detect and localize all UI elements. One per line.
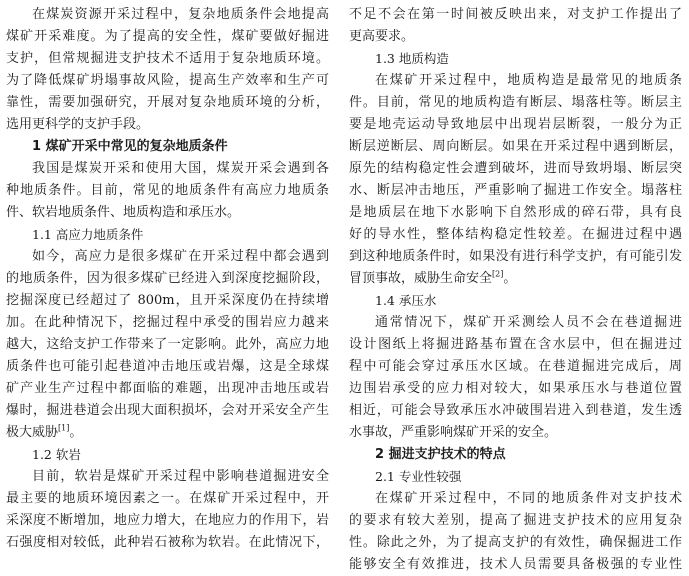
paragraph-line: 最主要的地质环境因素之一。在煤矿开采过程中，开: [6, 491, 329, 506]
line-end: 。: [69, 425, 83, 440]
paragraph-line: 在煤矿开采过程中，地质构造是最常见的地质条: [375, 73, 682, 88]
paragraph-line: 的要求有较大差别，提高了掘进支护技术的应用复杂: [349, 513, 682, 528]
paragraph-line: 支护，但常规掘进支护技术不适用于复杂地质环境。: [6, 51, 329, 66]
paragraph-line: 水、断层冲击地压，严重影响了掘进工作安全。塌落柱: [349, 183, 682, 198]
paragraph-line: 采深度不断增加，地应力增大，在地应力的作用下，岩: [6, 513, 329, 528]
paragraph-line: 原先的结构稳定性会遭到破坏，进而导致坍塌、断层突: [349, 161, 682, 176]
paragraph-line: 为了降低煤矿坍塌事故风险，提高生产效率和生产可: [6, 73, 329, 88]
paragraph-line: 要是地壳运动导致地层中出现岩层断裂，一般分为正: [349, 117, 682, 132]
paragraph-line: 在煤炭资源开采过程中，复杂地质条件会地提高: [32, 7, 329, 22]
line-end: 。: [503, 271, 517, 286]
paragraph-line: 石强度相对较低，此种岩石被称为软岩。在此情况下，: [6, 535, 329, 550]
subsection-heading: 1.2 软岩: [32, 447, 81, 462]
paragraph-line: 目前，软岩是煤矿开采过程中影响巷道掘进安全: [32, 469, 329, 484]
paragraph-line: 是地质层在地下水影响下自然形成的碎石带，具有良: [349, 205, 682, 220]
paragraph-line: 设计图纸上将掘进路基布置在含水层中，但在掘进过: [349, 337, 682, 352]
citation-ref[interactable]: [2]: [492, 269, 504, 279]
paragraph-line: 程中可能会穿过承压水区域。在巷道掘进完成后，周: [349, 359, 682, 374]
paragraph-line: 越大，这给支护工作带来了一定影响。此外，高应力地: [6, 337, 329, 352]
paragraph-line: 能够安全有效推进，技术人员需要具备极强的专业性: [349, 557, 682, 572]
paragraph-line: 矿产业生产过程中都面临的难题，出现冲击地压或岩: [6, 381, 329, 396]
paragraph-line: 的地质条件，因为很多煤矿已经进入到深度挖掘阶段，: [6, 271, 329, 286]
paragraph-line: 选用更科学的支护手段。: [6, 117, 150, 132]
paragraph-line: 通常情况下，煤矿开采测绘人员不会在巷道掘进: [375, 315, 682, 330]
paragraph-line: 断层逆断层、周向断层。如果在开采过程中遇到断层，: [349, 139, 682, 154]
paragraph-line: 种地质条件。目前，常见的地质条件有高应力地质条: [6, 183, 329, 198]
paragraph-line: 相近，可能会导致承压水冲破围岩进入到巷道，发生透: [349, 403, 682, 418]
paragraph-line: 不足不会在第一时间被反映出来，对支护工作提出了: [349, 7, 682, 22]
paragraph-line: 挖掘深度已经超过了 800m，且开采深度仍在持续增: [6, 293, 329, 308]
paragraph-line: 质条件也可能引起巷道冲击地压或岩爆，这是全球煤: [6, 359, 329, 374]
paragraph-line: 性。除此之外，为了提高支护的有效性，确保掘进工作: [349, 535, 682, 550]
paragraph-line: 如今，高应力是很多煤矿在开采过程中都会遇到: [32, 249, 329, 264]
paragraph-line: 我国是煤炭开采和使用大国，煤炭开采会遇到各: [32, 161, 329, 176]
paragraph-line: 件、软岩地质条件、地质构造和承压水。: [6, 205, 241, 220]
paragraph-line: 边围岩承受的应力相对较大，如果承压水与巷道位置: [349, 381, 682, 396]
paragraph-line: 更高要求。: [349, 29, 415, 44]
paragraph-line: 水事故，严重影响煤矿开采的安全。: [349, 425, 558, 440]
paragraph-line: 爆时，掘进巷道会出现大面积损坏，会对开采安全产生: [6, 403, 329, 418]
paragraph-line: 煤矿开采难度。为了提高的安全性，煤矿要做好掘进: [6, 29, 329, 44]
subsection-heading: 2.1 专业性较强: [375, 469, 462, 484]
subsection-heading: 1.3 地质构造: [375, 51, 449, 66]
paragraph-line: 加。在此种情况下，挖掘过程中承受的围岩应力越来: [6, 315, 329, 330]
subsection-heading: 1.1 高应力地质条件: [32, 227, 144, 242]
section-heading: 2 掘进支护技术的特点: [375, 447, 506, 462]
paragraph-line: 靠性，需要加强研究，开展对复杂地质环境的分析，: [6, 95, 329, 110]
paragraph-line: [349, 268, 682, 290]
paragraph-line: 在煤矿开采过程中，不同的地质条件对支护技术: [375, 491, 682, 506]
citation-ref[interactable]: [1]: [58, 423, 70, 433]
line-text: 冒顶事故，威胁生命安全: [349, 271, 493, 286]
paragraph-line: 到这种地质条件时，如果没有进行科学支护，有可能引发: [349, 249, 682, 264]
line-text: 极大威胁: [6, 425, 59, 440]
paragraph-line: 件。目前，常见的地质构造有断层、塌落柱等。断层主: [349, 95, 682, 110]
subsection-heading: 1.4 承压水: [375, 293, 437, 308]
section-heading: 1 煤矿开采中常见的复杂地质条件: [32, 139, 228, 154]
paragraph-line: [6, 422, 329, 444]
paragraph-line: 好的导水性，整体结构稳定性较差。在掘进过程中遇: [349, 227, 682, 242]
